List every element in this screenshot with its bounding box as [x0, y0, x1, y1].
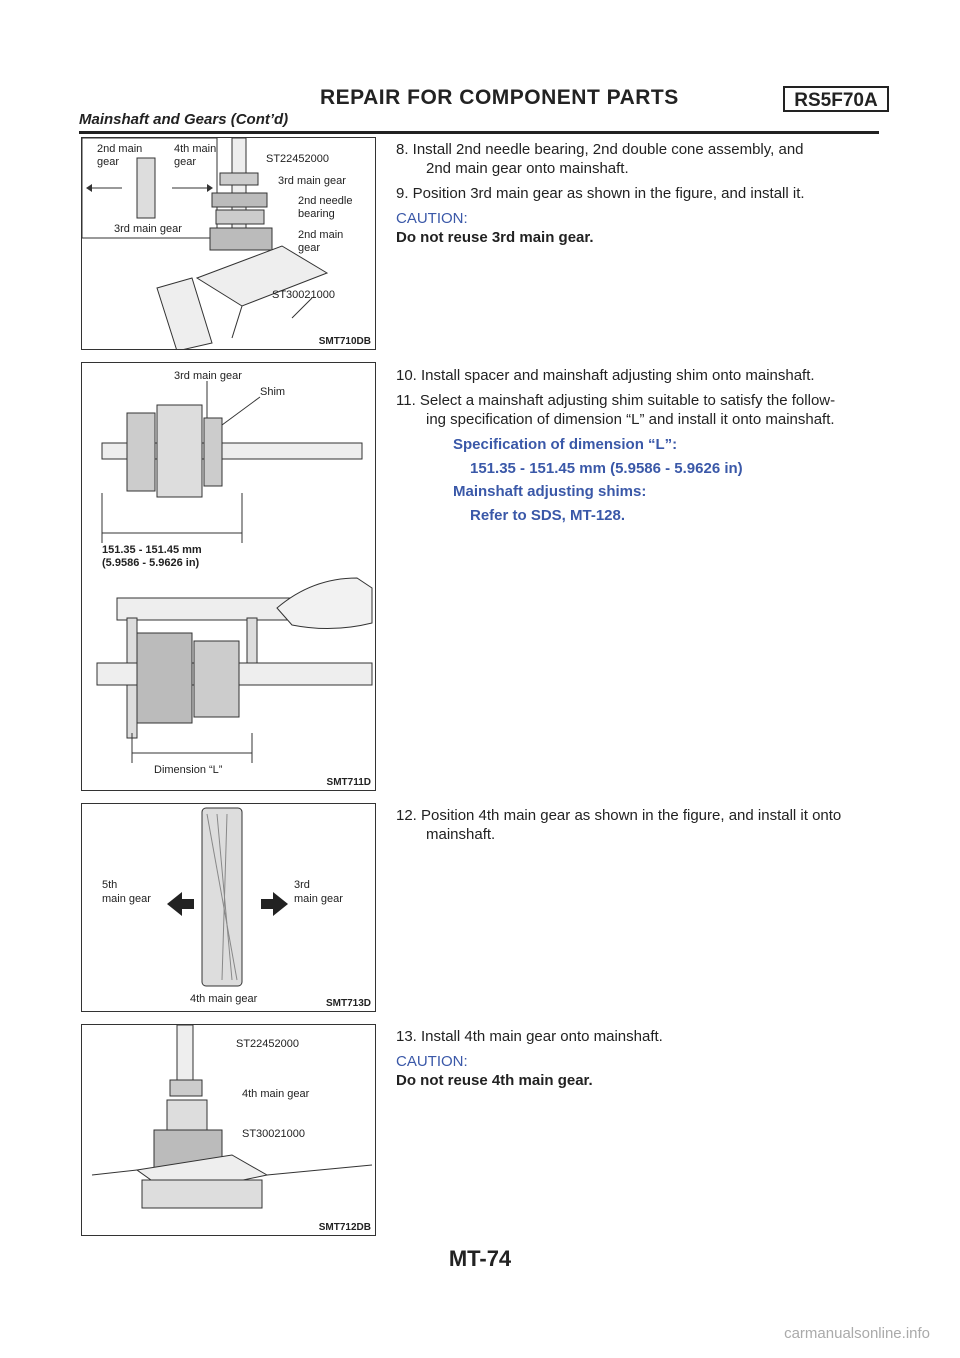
step-12-line-2: mainshaft.: [426, 826, 496, 843]
fig1-label-g: 3rd main gear: [278, 175, 346, 187]
figure-smt713d: [81, 803, 376, 1012]
fig1-label-h: 2nd needle: [298, 195, 353, 207]
fig1-label-d: gear: [174, 156, 197, 168]
text-block-step-12: [396, 806, 882, 850]
fig3-label-b: main gear: [102, 893, 151, 905]
fig3-label-c: 3rd: [294, 879, 310, 891]
step-12: [396, 806, 882, 844]
step-12-line-1: 12. Position 4th main gear as shown in the figure, and install it onto: [396, 807, 842, 824]
figure-id: SMT712DB: [318, 1222, 371, 1233]
caution-heading: CAUTION:: [396, 1053, 468, 1070]
figure-smt712db-drawing: [82, 1025, 376, 1236]
spec-shims-value: Refer to SDS, MT-128.: [470, 507, 626, 524]
text-block-step-13: [396, 1027, 882, 1090]
fig1-label-j: 2nd main: [298, 229, 344, 241]
fig1-label-e: 3rd main gear: [114, 223, 182, 235]
step-11: [396, 391, 882, 429]
fig2-label-a: 3rd main gear: [174, 370, 242, 382]
step-8-line-1: 8. Install 2nd needle bearing, 2nd double cone assembly, and: [396, 141, 804, 158]
figure-smt712db: [81, 1024, 376, 1236]
step-10: 10. Install spacer and mainshaft adjusting shim onto mainshaft.: [396, 367, 815, 384]
figure-smt710db: [81, 137, 376, 350]
figure-smt710db-drawing: [82, 138, 376, 350]
fig1-label-a: 2nd main: [97, 143, 143, 155]
caution-heading: CAUTION:: [396, 210, 468, 227]
fig1-label-i: bearing: [298, 208, 335, 220]
figure-id: SMT713D: [325, 998, 371, 1009]
watermark: carmanualsonline.info: [784, 1325, 930, 1342]
fig3-label-a: 5th: [102, 879, 118, 891]
fig4-label-a: ST22452000: [236, 1038, 299, 1050]
fig1-label-f: ST22452000: [266, 153, 329, 165]
header-divider: [79, 131, 879, 134]
model-badge: RS5F70A: [783, 86, 889, 112]
text-block-steps-8-9: [396, 140, 882, 247]
figure-smt711d-drawing: [82, 363, 376, 791]
caution-body: Do not reuse 4th main gear.: [396, 1072, 593, 1089]
step-11-line-1: 11. Select a mainshaft adjusting shim suitable to satisfy the follow-: [396, 392, 836, 409]
spec-dimension-value: 151.35 - 151.45 mm (5.9586 - 5.9626 in): [470, 460, 743, 477]
fig2-label-e: Dimension “L”: [154, 764, 223, 776]
fig4-label-c: ST30021000: [242, 1128, 305, 1140]
spec-shims-label: Mainshaft adjusting shims:: [453, 483, 647, 500]
figure-id: SMT711D: [326, 777, 371, 788]
fig4-label-b: 4th main gear: [242, 1088, 310, 1100]
fig2-label-b: Shim: [260, 386, 286, 398]
spec-dimension-label: Specification of dimension “L”:: [453, 436, 678, 453]
figure-smt713d-drawing: [82, 804, 376, 1012]
fig3-label-d: main gear: [294, 893, 343, 905]
text-block-steps-10-11: [396, 366, 882, 525]
section-subtitle: Mainshaft and Gears (Cont’d): [79, 111, 289, 128]
fig2-label-c: 151.35 - 151.45 mm: [102, 544, 202, 556]
fig2-label-d: (5.9586 - 5.9626 in): [102, 557, 200, 569]
page-number: MT-74: [448, 1246, 512, 1271]
fig1-label-l: ST30021000: [272, 289, 335, 301]
figure-smt711d: [81, 362, 376, 791]
fig1-label-b: gear: [97, 156, 120, 168]
step-8-line-2: 2nd main gear onto mainshaft.: [426, 160, 629, 177]
step-11-line-2: ing specification of dimension “L” and install it onto mainshaft.: [426, 411, 835, 428]
caution-body: Do not reuse 3rd main gear.: [396, 229, 594, 246]
section-title: REPAIR FOR COMPONENT PARTS: [320, 86, 679, 109]
step-8: [396, 140, 882, 178]
figure-id: SMT710DB: [318, 336, 371, 347]
fig1-label-k: gear: [298, 242, 321, 254]
fig1-label-c: 4th main: [174, 143, 217, 155]
step-9: 9. Position 3rd main gear as shown in the figure, and install it.: [396, 185, 805, 202]
fig3-label-e: 4th main gear: [190, 993, 258, 1005]
step-13: 13. Install 4th main gear onto mainshaft.: [396, 1028, 663, 1045]
